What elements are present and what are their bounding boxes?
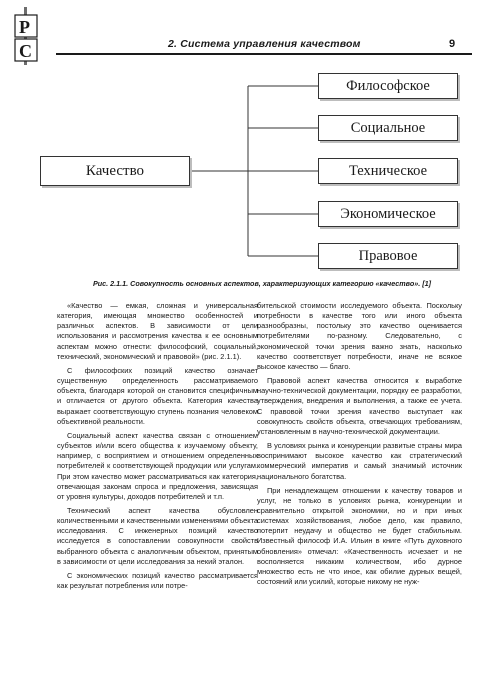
paragraph: При ненадлежащем отношении к качеству товаров и услуг, не только в условиях рынка, конкуренции и сравнительно открытой экономики, но и при иных системах хозяйствования, любое дело, как правило, потерпит неудачу и общество не будет стабильным. Известный философ И.А. Ильин в книге «Путь духовного обновления» отмечал: «Качественность исчезает и не восполняется никаким количеством, ибо дурное множество есть не что иное, как обилие дурных вещей, состояний или усилий, которые никому не нуж-	[257, 485, 462, 587]
paragraph: С философских позиций качество означает существенную определенность рассматриваемого объекта, благодаря которой он становится специфичным и отличается от другого объекта. Категория качества выражает соответствующую ступень познания человеком объективной реальности.	[57, 365, 258, 426]
paragraph: Социальный аспект качества связан с отношением субъектов и/или всего общества к изучаемому объекту, например, с восприятием и отношением определенных потребителей к соответствующей продукции или услугам. При этом качество может рассматриваться как категория, отвечающая законам спроса и предложения, зависящая от уровня культуры, доходов потребителей и т.п.	[57, 430, 258, 501]
aspect-economic-box: Экономическое	[318, 201, 458, 227]
paragraph: Технический аспект качества обусловлен количественными и качественными изменениями объекта исследования. С инженерных позиций качество исследуется в сопоставлении совокупности свойств выбранного объекта с аналогичным объектом, принятым в зависимости от цели исследования за некий эталон.	[57, 505, 258, 566]
text-column-left	[57, 301, 258, 595]
paragraph: С экономических позиций качество рассматривается как результат потребления или потре-	[57, 570, 258, 591]
aspect-social-box: Социальное	[318, 115, 458, 141]
quality-box: Качество	[40, 156, 190, 186]
page-number: 9	[449, 38, 456, 50]
text-column-right	[257, 301, 462, 591]
paragraph: Правовой аспект качества относится к выработке научно-технической документации, порядку ее разработки, утверждения, внедрения и выполнения, а также ее учета. С правовой точки зрения качество выступает как совокупность свойств объекта, отвечающих требованиям, установленным в научно-технической документации.	[257, 376, 462, 436]
aspect-legal-box: Правовое	[318, 243, 458, 269]
aspect-technical-box: Техническое	[318, 158, 458, 184]
paragraph: В условиях рынка и конкуренции развитые страны мира воспринимают высокое качество как стратегический коммерческий императив и самый значимый источник национального богатства.	[257, 441, 462, 481]
aspect-philosophical-box: Философское	[318, 73, 458, 99]
svg-text:P: P	[19, 17, 30, 37]
paragraph: «Качество — емкая, сложная и универсальная категория, имеющая множество особенностей и различных аспектов. В зависимости от цели использования и рассмотрения качества к ее основным аспектам можно отнести: философский, социальный, технический, экономический и правовой» (рис. 2.1.1).	[57, 301, 258, 361]
svg-text:C: C	[19, 41, 32, 61]
aspects-diagram	[0, 0, 500, 280]
paragraph: бительской стоимости исследуемого объекта. Поскольку потребности в качестве того или иного объекта разнообразны, постольку это качество оценивается потребителями по-разному. Следовательно, с экономической точки зрения важно знать, насколько качество соответствует потребности, иначе не всякое высокое качество — благо.	[257, 301, 462, 371]
figure-caption: Рис. 2.1.1. Совокупность основных аспектов, характеризующих категорию «качество». [1]	[93, 279, 431, 288]
section-title: 2. Система управления качеством	[168, 38, 361, 50]
